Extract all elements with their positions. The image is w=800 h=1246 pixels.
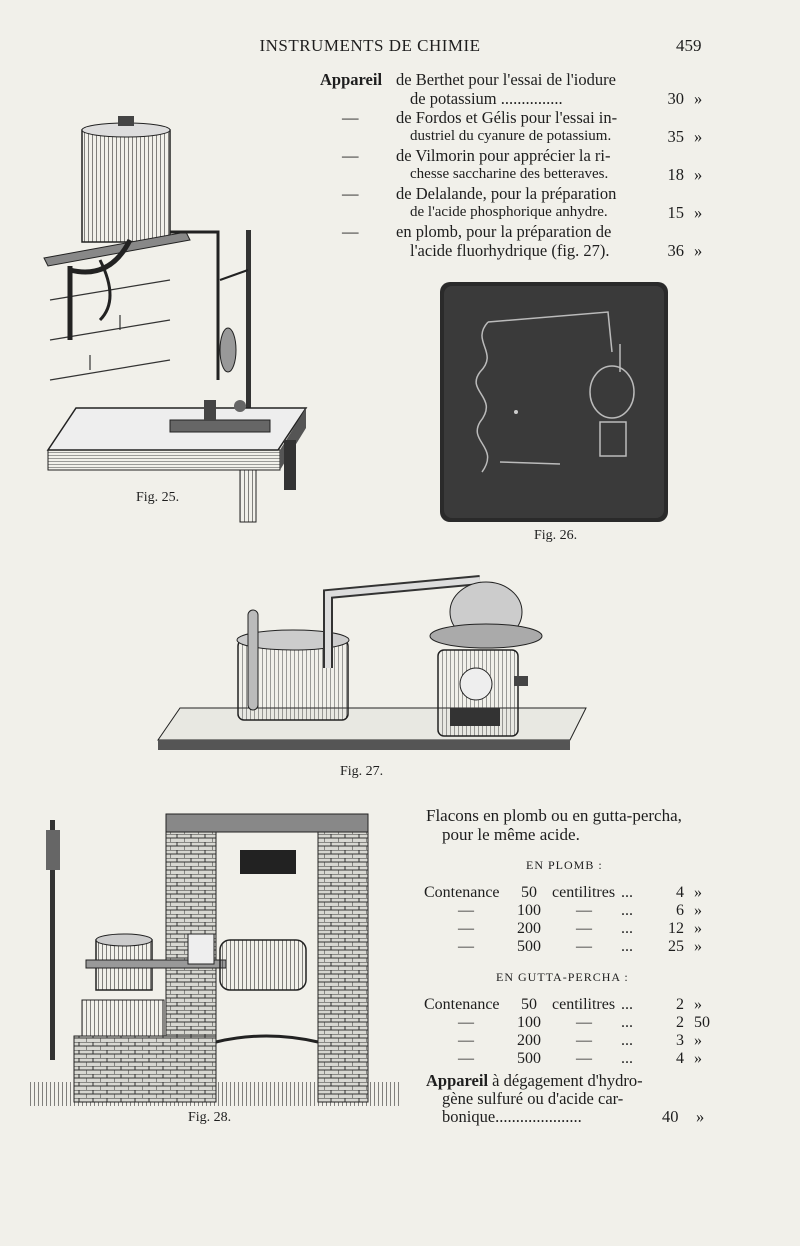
flacons-heading-line: pour le même acide. (442, 825, 580, 844)
section-label-gutta: EN GUTTA-PERCHA : (496, 970, 629, 984)
apparatus-line: gène sulfuré ou d'acide car- (442, 1089, 624, 1108)
price-item-line: de Delalande, pour la préparation (396, 184, 617, 203)
row-unit: — (576, 1032, 592, 1049)
price-item-line: dustriel du cyanure de potassium. (410, 128, 612, 144)
row-currency: » (694, 1050, 702, 1067)
row-capacity: 100 (517, 902, 541, 919)
row-capacity: 50 (521, 884, 537, 901)
price-value: 35 (667, 127, 684, 146)
row-currency: » (694, 996, 702, 1013)
price-currency: » (694, 89, 703, 108)
row-lead: — (458, 902, 474, 919)
figure-25-illustration (40, 110, 320, 530)
row-dots: ... (621, 920, 633, 937)
price-item-lead: — (342, 146, 359, 165)
row-lead: — (458, 938, 474, 955)
row-dots: ... (621, 1014, 633, 1031)
row-capacity: 500 (517, 938, 541, 955)
price-currency: » (694, 203, 703, 222)
table-row (424, 1014, 724, 1032)
table-row (424, 884, 724, 902)
row-lead: Contenance (424, 884, 500, 901)
flacons-heading (426, 806, 716, 844)
row-price: 3 (676, 1032, 684, 1049)
price-item-line: l'acide fluorhydrique (fig. 27). (410, 241, 610, 260)
price-item-lead: — (342, 108, 359, 127)
row-unit: — (576, 938, 592, 955)
row-capacity: 50 (521, 996, 537, 1013)
row-unit: centilitres (552, 884, 616, 901)
price-item-line: de potassium ............... (410, 89, 563, 108)
flacons-heading-line: Flacons en plomb ou en gutta-percha, (426, 806, 682, 825)
page-number: 459 (676, 36, 702, 55)
price-item-line: de l'acide phosphorique anhydre. (410, 204, 608, 220)
figure-27-illustration (150, 560, 590, 760)
price-item-lead: Appareil (320, 70, 383, 89)
row-unit: — (576, 1014, 592, 1031)
row-dots: ... (621, 938, 633, 955)
price-currency: » (694, 127, 703, 146)
row-price: 4 (676, 1050, 684, 1067)
price-item-line: de Fordos et Gélis pour l'essai in- (396, 108, 618, 127)
row-dots: ... (621, 1032, 633, 1049)
section-label-plomb: EN PLOMB : (526, 858, 603, 872)
row-dots: ... (621, 902, 633, 919)
row-lead: Contenance (424, 996, 500, 1013)
price-item-line: de Vilmorin pour apprécier la ri- (396, 146, 611, 165)
row-dots: ... (621, 1050, 633, 1067)
row-price: 6 (676, 902, 684, 919)
price-item-line: de Berthet pour l'essai de l'iodure (396, 70, 616, 89)
figure-26-illustration (440, 282, 668, 522)
figure-28-illustration (30, 810, 400, 1110)
row-unit: — (576, 902, 592, 919)
apparatus-line: bonique..................... (442, 1107, 582, 1126)
row-currency: » (694, 902, 702, 919)
price-value: 18 (667, 165, 684, 184)
row-dots: ... (621, 996, 633, 1013)
figure-26-caption: Fig. 26. (534, 528, 578, 543)
apparatus-currency: » (696, 1107, 705, 1126)
figure-27-caption: Fig. 27. (340, 764, 384, 779)
row-price: 2 (676, 996, 684, 1013)
apparatus-price: 40 (662, 1107, 679, 1126)
table-row (424, 1050, 724, 1068)
apparatus-line: à dégagement d'hydro- (492, 1071, 643, 1090)
price-item-lead: — (342, 184, 359, 203)
figure-25-caption: Fig. 25. (136, 490, 180, 505)
row-currency: » (694, 938, 702, 955)
row-price: 2 (676, 1014, 684, 1031)
table-row (424, 996, 724, 1014)
table-row (424, 902, 724, 920)
row-price: 12 (668, 920, 684, 937)
row-unit: — (576, 920, 592, 937)
figure-28-caption: Fig. 28. (188, 1110, 232, 1125)
price-currency: » (694, 241, 703, 260)
row-lead: — (458, 920, 474, 937)
row-currency: » (694, 920, 702, 937)
apparatus-lead: Appareil (426, 1071, 489, 1090)
row-capacity: 200 (517, 1032, 541, 1049)
price-item-line: chesse saccharine des betteraves. (410, 166, 609, 182)
row-lead: — (458, 1050, 474, 1067)
row-capacity: 500 (517, 1050, 541, 1067)
row-price: 4 (676, 884, 684, 901)
row-unit: centilitres (552, 996, 616, 1013)
row-lead: — (458, 1014, 474, 1031)
running-head: INSTRUMENTS DE CHIMIE (259, 36, 481, 55)
price-value: 15 (667, 203, 684, 222)
price-item-line: en plomb, pour la préparation de (396, 222, 612, 241)
row-capacity: 100 (517, 1014, 541, 1031)
table-row (424, 938, 724, 956)
row-price: 25 (668, 938, 684, 955)
row-currency: » (694, 884, 702, 901)
row-currency: 50 (694, 1014, 710, 1031)
price-item-lead: — (342, 222, 359, 241)
row-currency: » (694, 1032, 702, 1049)
table-row (424, 920, 724, 938)
row-capacity: 200 (517, 920, 541, 937)
price-value: 30 (667, 89, 684, 108)
price-currency: » (694, 165, 703, 184)
row-unit: — (576, 1050, 592, 1067)
row-lead: — (458, 1032, 474, 1049)
price-value: 36 (667, 241, 684, 260)
row-dots: ... (621, 884, 633, 901)
table-row (424, 1032, 724, 1050)
